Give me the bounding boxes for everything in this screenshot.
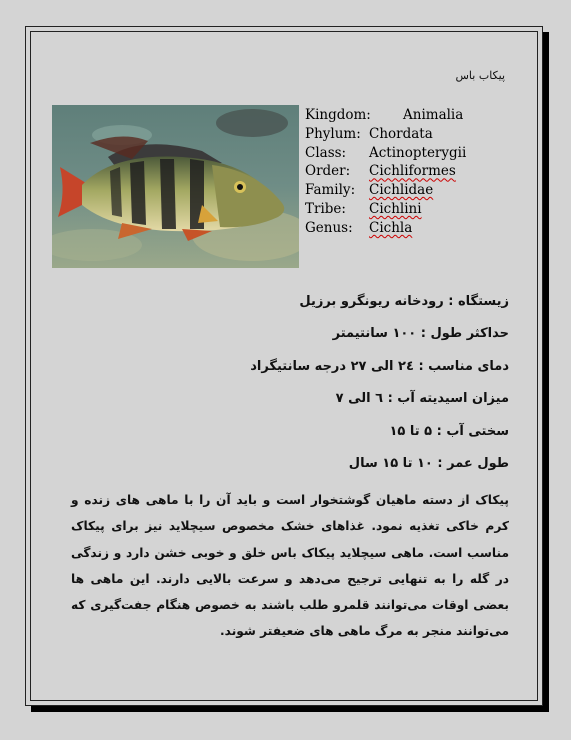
taxonomy-key: Order: [305, 163, 351, 180]
document-page [25, 26, 543, 706]
facts-list [250, 292, 509, 486]
taxonomy-value: Animalia [403, 107, 464, 123]
taxonomy-value: Cichlini [369, 200, 422, 217]
taxonomy-row-family [305, 181, 466, 200]
fact-lifespan: طول عمر : ۱۰ تا ۱۵ سال [348, 455, 509, 471]
taxonomy-key: Phylum: [305, 125, 361, 142]
fact-temperature: دمای مناسب : ۲٤ الی ۲۷ درجه سانتیگراد [250, 358, 509, 374]
taxonomy-table [305, 106, 466, 238]
taxonomy-key: Genus: [305, 219, 353, 236]
taxonomy-row-order [305, 162, 466, 181]
taxonomy-value: Cichlidae [369, 182, 434, 199]
fish-photo [52, 105, 299, 268]
taxonomy-value: Cichla [369, 219, 413, 236]
taxonomy-value: Chordata [369, 125, 433, 142]
taxonomy-row-tribe [305, 200, 466, 219]
taxonomy-row-class [305, 144, 466, 163]
fact-hardness: سختی آب : ۵ تا ۱۵ [389, 423, 509, 439]
taxonomy-row-kingdom [305, 106, 466, 125]
description-paragraph: پیکاک از دسته ماهیان گوشتخوار است و باید آن را با ماهی های زنده و کرم خاکی تغذیه نمود. غذاهای خشک مخصوص سیچلاید نیز برای پیکاک مناسب است. ماهی سیچلاید پیکاک باس خلق و خوبی خشن دارد و زندگی در گله را به تنهایی ترجیح می‌دهد و سرعت بالایی دارند. این ماهی ها بعضی اوقات می‌توانند قلمرو طلب باشند به خصوص هنگام جفت‌گیری که می‌توانند منجر به مرگ ماهی های ضعیفتر شوند. [71, 493, 509, 639]
taxonomy-value: Cichliformes [369, 163, 456, 180]
taxonomy-key: Tribe: [305, 200, 346, 217]
taxonomy-key: Kingdom: [305, 107, 371, 123]
taxonomy-key: Family: [305, 182, 356, 199]
document-title: پیکاب باس [455, 69, 505, 82]
fact-max-length: حداکثر طول : ۱۰۰ سانتیمتر [332, 326, 509, 342]
taxonomy-key: Class: [305, 144, 347, 161]
taxonomy-value: Actinopterygii [369, 144, 467, 161]
taxonomy-row-genus [305, 219, 466, 238]
taxonomy-row-phylum [305, 125, 466, 144]
fact-ph: میزان اسیدیته آب : ٦ الی ۷ [335, 391, 509, 407]
fact-habitat: زیستگاه : رودخانه ریونگرو برزیل [299, 294, 509, 309]
